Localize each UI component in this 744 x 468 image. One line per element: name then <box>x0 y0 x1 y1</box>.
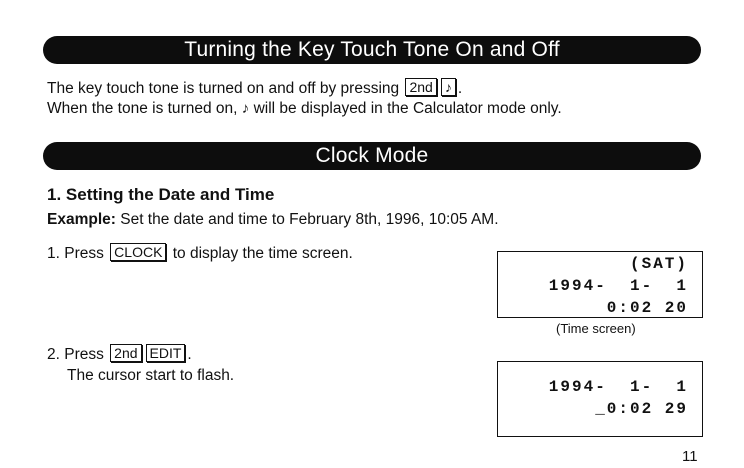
step-1-suffix: to display the time screen. <box>172 245 353 262</box>
tone-instruction-line <box>47 78 462 99</box>
tone-display-line <box>47 99 562 119</box>
tone-display-text-post: will be displayed in the Calculator mode only. <box>253 100 562 117</box>
subheading-setting-date-time: 1. Setting the Date and Time <box>47 185 275 204</box>
lcd-time: 0:02 20 <box>606 299 688 317</box>
key-2nd-step2: 2nd <box>110 344 141 362</box>
tone-display-text-pre: When the tone is turned on, <box>47 100 238 117</box>
time-screen-caption: (Time screen) <box>556 321 636 336</box>
step-1-prefix: 1. Press <box>47 245 104 262</box>
key-edit: EDIT <box>146 344 186 362</box>
step-1 <box>47 243 353 264</box>
section-title-clock-mode: Clock Mode <box>43 142 701 170</box>
example-line <box>47 210 499 230</box>
music-note-icon: ♪ <box>241 100 250 117</box>
lcd-edit-date: 1994- 1- 1 <box>548 378 688 396</box>
example-text: Set the date and time to February 8th, 1996, 10:05 AM. <box>120 211 499 228</box>
lcd-time-screen <box>497 251 703 318</box>
lcd-edit-time: _0:02 29 <box>595 400 688 418</box>
step-2-note: The cursor start to flash. <box>67 367 235 384</box>
lcd-weekday: (SAT) <box>629 255 688 273</box>
step-2-prefix: 2. Press <box>47 346 104 363</box>
section-title-key-touch-tone: Turning the Key Touch Tone On and Off <box>43 36 701 64</box>
tone-instruction-text: The key touch tone is turned on and off by pressing <box>47 80 400 97</box>
tone-instruction-end: . <box>457 80 463 97</box>
key-clock: CLOCK <box>110 243 166 261</box>
lcd-date: 1994- 1- 1 <box>548 277 688 295</box>
example-label: Example: <box>47 211 116 228</box>
key-2nd: 2nd <box>405 78 436 96</box>
step-2-suffix: . <box>187 346 192 363</box>
step-2 <box>47 344 192 365</box>
key-tone: ♪ <box>441 78 456 96</box>
page-number: 11 <box>682 448 698 465</box>
lcd-edit-screen <box>497 361 703 437</box>
